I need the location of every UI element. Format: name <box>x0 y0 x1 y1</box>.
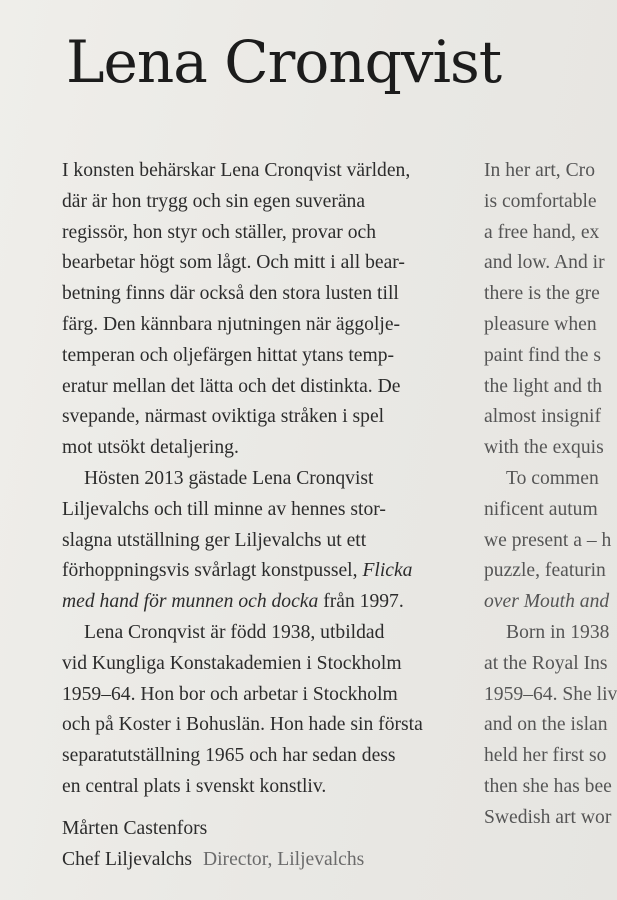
text-line: Born in 1938 <box>506 621 610 643</box>
page-title: Lena Cronqvist <box>66 28 502 96</box>
text-line: there is the gre <box>484 283 600 305</box>
artwork-title: med hand för munnen och docka <box>62 591 319 613</box>
text-line: is comfortable <box>484 190 597 212</box>
text-line: Lena Cronqvist är född 1938, utbildad <box>84 621 385 643</box>
text-line: pleasure when <box>484 313 597 335</box>
text-line: betning finns där också den stora lusten till <box>62 283 399 305</box>
text-line: färg. Den kännbara njutningen när äggolje- <box>62 313 401 335</box>
text-line: we present a – h <box>484 529 612 551</box>
text-line: I konsten behärskar Lena Cronqvist världen, <box>62 160 411 181</box>
text-line: nificent autum <box>484 498 598 520</box>
text-line: där är hon trygg och sin egen suveräna <box>62 190 366 212</box>
text-line: slagna utställning ger Liljevalchs ut ett <box>62 529 367 551</box>
english-text-column <box>484 156 617 834</box>
text-line: with the exquis <box>484 437 604 459</box>
text-line: Hösten 2013 gästade Lena Cronqvist <box>84 467 374 489</box>
text-span: från 1997. <box>323 591 404 613</box>
text-line: eratur mellan det lätta och det distinkta. De <box>62 375 401 397</box>
text-line: the light and th <box>484 375 603 397</box>
text-line: at the Royal Ins <box>484 652 608 674</box>
text-line <box>484 587 617 618</box>
text-line: Swedish art wor <box>484 806 612 828</box>
text-line: In her art, Cro <box>484 160 595 181</box>
signature-role-line <box>62 845 364 876</box>
text-line: separatutställning 1965 och har sedan dess <box>62 745 396 767</box>
text-line: held her first so <box>484 745 607 767</box>
text-line: and low. And ir <box>484 252 605 274</box>
text-line: regissör, hon styr och ställer, provar och <box>62 221 377 243</box>
text-line: then she has bee <box>484 775 612 797</box>
text-line: To commen <box>506 467 599 489</box>
text-line: 1959–64. Hon bor och arbetar i Stockholm <box>62 683 398 705</box>
artwork-title: over Mouth and <box>484 591 610 613</box>
text-line: mot utsökt detaljering. <box>62 437 239 459</box>
artwork-title: Flicka <box>362 560 413 582</box>
text-line: a free hand, ex <box>484 221 600 243</box>
text-line: almost insignif <box>484 406 602 428</box>
text-line: puzzle, featurin <box>484 560 606 582</box>
signature-name: Mårten Castenfors <box>62 818 208 839</box>
text-line: bearbetar högt som lågt. Och mitt i all bear- <box>62 252 405 274</box>
swedish-text-column <box>62 156 462 803</box>
signature-role-sv: Chef Liljevalchs <box>62 848 193 870</box>
signature-block <box>62 814 364 876</box>
text-line: vid Kungliga Konstakademien i Stockholm <box>62 652 402 674</box>
text-span: förhoppningsvis svårlagt konstpussel, <box>62 560 358 582</box>
text-line: och på Koster i Bohuslän. Hon hade sin första <box>62 714 423 736</box>
text-line: and on the islan <box>484 714 608 736</box>
text-line: en central plats i svenskt konstliv. <box>62 775 327 797</box>
text-line <box>62 587 462 618</box>
text-line: 1959–64. She liv <box>484 683 617 705</box>
text-line <box>62 556 462 587</box>
text-line: temperan och oljefärgen hittat ytans temp- <box>62 344 395 366</box>
text-line: Liljevalchs och till minne av hennes stor- <box>62 498 386 520</box>
text-line: svepande, närmast oviktiga stråken i spel <box>62 406 385 428</box>
text-line: paint find the s <box>484 344 601 366</box>
signature-role-en: Director, Liljevalchs <box>202 848 365 870</box>
